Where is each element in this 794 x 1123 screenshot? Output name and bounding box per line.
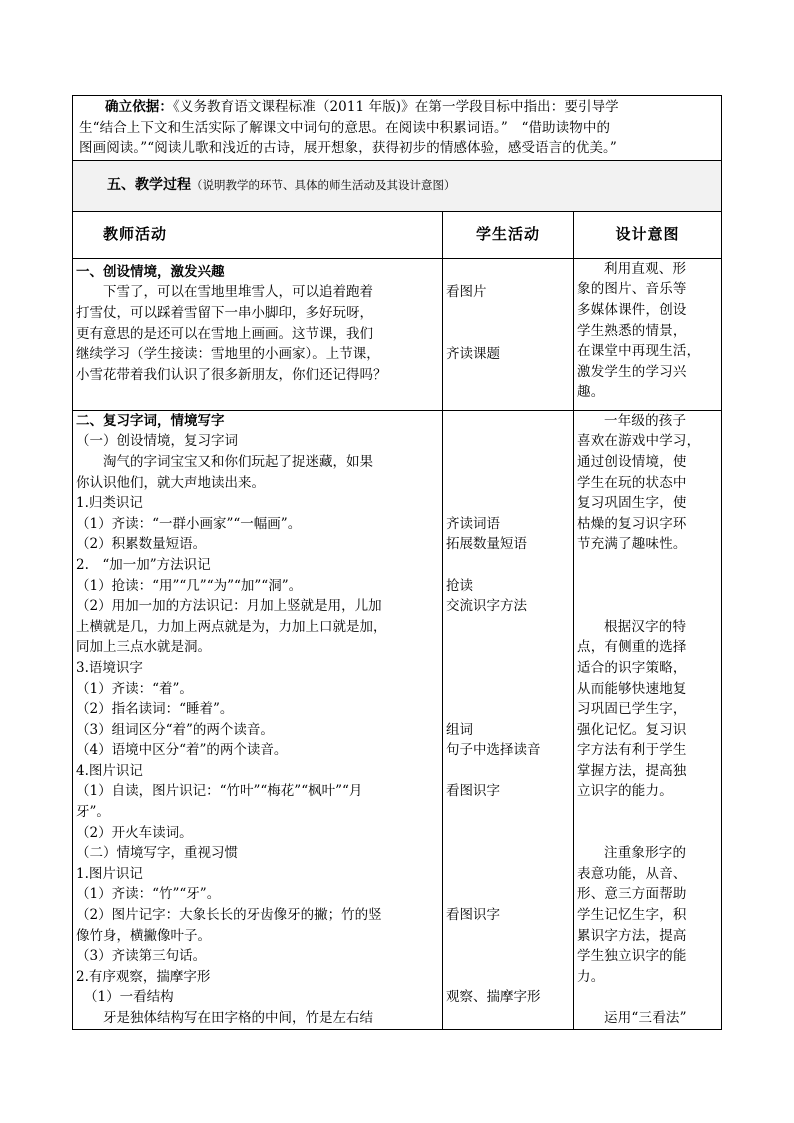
row1-student-item: 齐读课题 bbox=[446, 345, 500, 362]
row2-text: 同加上三点水就是洞。 bbox=[76, 639, 211, 656]
row2-intent-line: 注重象形字的 bbox=[604, 845, 687, 862]
row2-student-cell bbox=[443, 410, 574, 1029]
row2-student-item: 看图识字 bbox=[446, 907, 500, 924]
row2-text: 2. “加一加”方法识记 bbox=[76, 556, 211, 573]
row-review bbox=[73, 410, 722, 1029]
row2-text: （2）指名读词：“睡着”。 bbox=[76, 701, 234, 718]
row2-intent-line: 喜欢在游戏中学习， bbox=[577, 433, 701, 450]
row2-student-item: 拓展数量短语 bbox=[446, 536, 527, 553]
row1-text: 小雪花带着我们认识了很多新朋友，你们还记得吗？ bbox=[76, 366, 387, 383]
lesson-plan-page bbox=[72, 95, 721, 1030]
basis-line3: 图画阅读。”“阅读儿歌和浅近的古诗，展开想象，获得初步的情感体验，感受语言的优美。” bbox=[79, 140, 617, 157]
row2-text: （1）抢读：“用”“几”“为”“加”“洞”。 bbox=[76, 577, 303, 594]
row1-intent-line: 象的图片、音乐等 bbox=[577, 281, 687, 298]
row2-intent-line: 字方法有利于学生 bbox=[577, 742, 687, 759]
row2-text: 牙”。 bbox=[76, 804, 110, 821]
section-cell bbox=[73, 160, 722, 211]
row2-intent-line: 表意功能，从音、 bbox=[577, 865, 687, 882]
row2-text: （2）开火车读词。 bbox=[76, 824, 193, 841]
header-teacher: 教师活动 bbox=[73, 211, 443, 258]
row2-intent-line: 枯燥的复习识字环 bbox=[577, 515, 687, 532]
header-student: 学生活动 bbox=[443, 211, 574, 258]
header-intent: 设计意图 bbox=[574, 211, 722, 258]
row2-student-item: 组词 bbox=[446, 721, 473, 738]
row2-intent-line: 累识字方法，提高 bbox=[577, 927, 687, 944]
row2-intent-line: 形、意三方面帮助 bbox=[577, 886, 687, 903]
row2-text: 1.归类识记 bbox=[76, 495, 143, 512]
basis-line1: 《义务教育语文课程标准（2011 年版)》在第一学段目标中指出：要引导学 bbox=[173, 99, 619, 115]
row1-teacher-cell bbox=[73, 258, 443, 410]
row2-intent-line: 节充满了趣味性。 bbox=[577, 536, 687, 553]
section-row bbox=[73, 160, 722, 211]
row2-text: （1）自读，图片识记：“竹叶”“梅花”“枫叶”“月 bbox=[76, 783, 363, 800]
row2-intent-line: 学生独立识字的能 bbox=[577, 948, 687, 965]
row2-text: 淘气的字词宝宝又和你们玩起了捉迷藏，如果 bbox=[103, 453, 373, 470]
row2-teacher-cell bbox=[73, 410, 443, 1029]
row1-student-item: 看图片 bbox=[446, 284, 487, 301]
row2-student-item: 看图识字 bbox=[446, 783, 500, 800]
row2-student-item: 观察、揣摩字形 bbox=[446, 989, 541, 1006]
row2-intent-line: 适合的识字策略， bbox=[577, 659, 687, 676]
row1-intent-line: 在课堂中再现生活， bbox=[577, 343, 701, 360]
row2-text: 上横就是几，力加上两点就是为，力加上口就是加， bbox=[76, 618, 387, 635]
row2-intent-line: 立识字的能力。 bbox=[577, 783, 673, 800]
row2-text: 4.图片识记 bbox=[76, 762, 143, 779]
row2-text: （1）齐读：“着”。 bbox=[76, 680, 193, 697]
row2-text: （3）齐读第三句话。 bbox=[76, 948, 207, 965]
row1-text: 下雪了，可以在雪地里堆雪人，可以追着跑着 bbox=[103, 284, 373, 301]
row1-student-cell bbox=[443, 258, 574, 410]
row2-intent-line: 力。 bbox=[577, 968, 605, 985]
row2-student-item: 齐读词语 bbox=[446, 515, 500, 532]
row2-text: （二）情境写字，重视习惯 bbox=[76, 845, 238, 862]
row2-intent-line: 掌握方法，提高独 bbox=[577, 762, 687, 779]
row1-intent-line: 利用直观、形 bbox=[604, 260, 687, 277]
row2-intent-line: 一年级的孩子 bbox=[604, 412, 687, 429]
row1-intent-line: 趣。 bbox=[577, 384, 605, 401]
row2-student-item: 交流识字方法 bbox=[446, 598, 527, 615]
lesson-plan-table bbox=[72, 95, 722, 1030]
row1-text: 继续学习（学生接读：雪地里的小画家）。上节课， bbox=[76, 346, 380, 363]
row2-student-item: 句子中选择读音 bbox=[446, 742, 541, 759]
row2-text: （2）用加一加的方法识记：月加上竖就是用，儿加 bbox=[76, 598, 382, 615]
row2-intent-line: 根据汉字的特 bbox=[604, 618, 687, 635]
row1-intent-cell bbox=[574, 258, 722, 410]
row1-text: 更有意思的是还可以在雪地上画画。这节课，我们 bbox=[76, 325, 373, 342]
row2-intent-cell bbox=[574, 410, 722, 1029]
row-intro bbox=[73, 258, 722, 410]
row2-intent-line: 强化记忆。复习识 bbox=[577, 721, 687, 738]
row2-intent-line: 学生记忆生字，积 bbox=[577, 907, 687, 924]
row2-intent-line: 复习巩固生字，使 bbox=[577, 495, 687, 512]
basis-lead: 确立依据： bbox=[105, 99, 173, 115]
row1-text: 打雪仗，可以踩着雪留下一串小脚印，多好玩呀， bbox=[76, 304, 373, 321]
row2-text: 像竹身，横撇像叶子。 bbox=[76, 927, 211, 944]
section-note: （说明教学的环节、具体的师生活动及其设计意图） bbox=[191, 178, 456, 193]
row2-text: 1.图片识记 bbox=[76, 865, 143, 882]
row2-text: 你认识他们，就大声地读出来。 bbox=[76, 474, 265, 491]
row1-intent-line: 激发学生的学习兴 bbox=[577, 363, 687, 380]
basis-line2: 生“结合上下文和生活实际了解课文中词句的意思。在阅读中积累词语。” “借助读物中的 bbox=[79, 119, 611, 136]
row2-text: （一）创设情境，复习字词 bbox=[76, 433, 238, 450]
row2-intent-line: 点，有侧重的选择 bbox=[577, 639, 687, 656]
row2-heading: 二、复习字词，情境写字 bbox=[76, 412, 225, 429]
row2-intent-line: 运用“三看法” bbox=[604, 1010, 687, 1026]
row2-text: （1）一看结构 bbox=[84, 989, 174, 1006]
row1-intent-line: 多媒体课件，创设 bbox=[577, 301, 687, 318]
row2-student-item: 抢读 bbox=[446, 577, 473, 594]
row2-text: 2.有序观察，揣摩字形 bbox=[76, 968, 211, 985]
row2-text: （1）齐读：“竹”“牙”。 bbox=[76, 886, 221, 903]
row1-heading: 一、创设情境，激发兴趣 bbox=[76, 263, 225, 280]
row2-intent-line: 从而能够快速地复 bbox=[577, 680, 687, 697]
row1-intent-line: 学生熟悉的情景， bbox=[577, 322, 687, 339]
section-title: 五、教学过程 bbox=[107, 177, 191, 194]
basis-cell bbox=[73, 96, 722, 161]
basis-row bbox=[73, 96, 722, 161]
row2-text: （2）积累数量短语。 bbox=[76, 536, 207, 553]
row2-intent-line: 通过创设情境，使 bbox=[577, 453, 687, 470]
row2-intent-line: 习巩固已学生字， bbox=[577, 701, 687, 718]
row2-text: （2）图片记字：大象长长的牙齿像牙的撇；竹的竖 bbox=[76, 907, 382, 924]
row2-text: （3）组词区分“着”的两个读音。 bbox=[76, 721, 274, 738]
header-row bbox=[73, 211, 722, 258]
row2-intent-line: 学生在玩的状态中 bbox=[577, 474, 687, 491]
row2-text: （1）齐读：“一群小画家”“一幅画”。 bbox=[76, 515, 302, 532]
row2-text: 3.语境识字 bbox=[76, 659, 143, 676]
row2-text: 牙是独体结构写在田字格的中间，竹是左右结 bbox=[103, 1010, 373, 1026]
row2-text: （4）语境中区分“着”的两个读音。 bbox=[76, 742, 288, 759]
